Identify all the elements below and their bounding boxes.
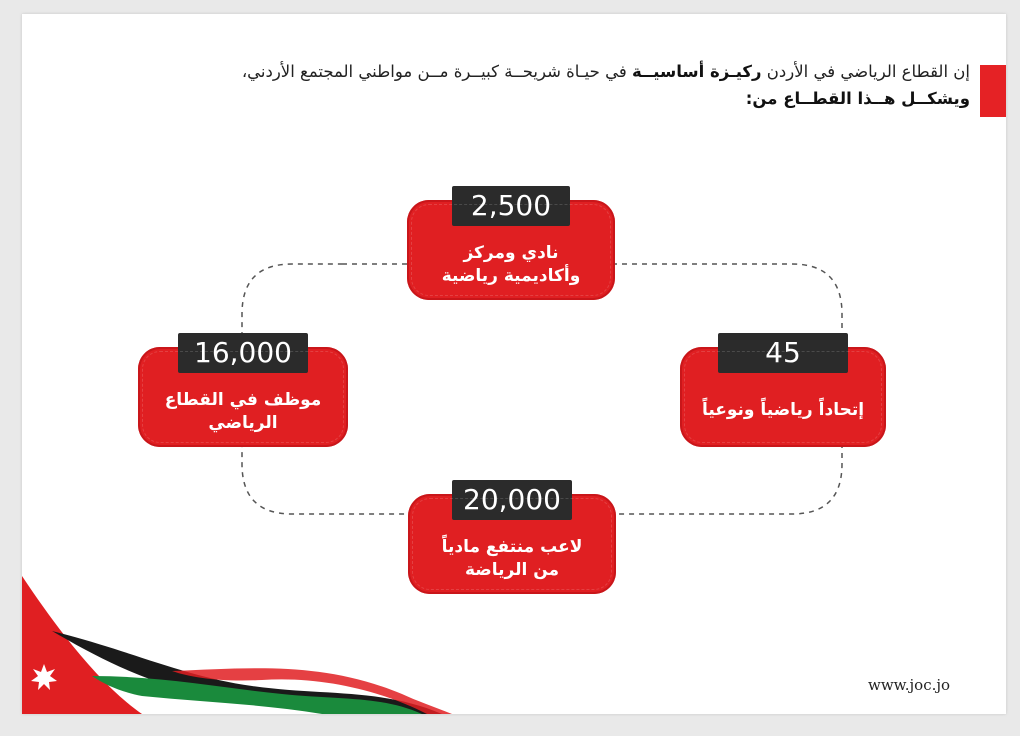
stat-label bbox=[407, 242, 615, 288]
intro-bold-2: ويشكــل هــذا القطــاع من: bbox=[745, 89, 970, 108]
stat-label-line: لاعب منتفع مادياً bbox=[441, 537, 583, 557]
stat-label-line: من الرياضة bbox=[464, 560, 560, 580]
stat-label-line: إتحاداً رياضياً ونوعياً bbox=[701, 400, 865, 420]
stat-card-employees bbox=[138, 336, 348, 447]
intro-text-1: إن القطاع الرياضي في الأردن bbox=[761, 62, 970, 81]
stat-value: 2,500 bbox=[452, 186, 570, 226]
stat-label-line: نادي ومركز bbox=[463, 243, 559, 263]
intro-text-2: في حيـاة شريحــة كبيــرة مــن مواطني المجتمع الأردني، bbox=[241, 62, 632, 81]
footer-url[interactable]: www.joc.jo bbox=[868, 676, 951, 694]
infographic-page bbox=[22, 14, 1006, 714]
stat-label-line: وأكاديمية رياضية bbox=[441, 266, 581, 286]
stat-card-federations bbox=[680, 336, 886, 447]
stat-value: 45 bbox=[718, 333, 848, 373]
stat-label-line: الرياضي bbox=[208, 413, 278, 433]
stat-label bbox=[680, 399, 886, 422]
jordan-flag-decoration bbox=[22, 576, 462, 714]
stat-card-clubs bbox=[407, 189, 615, 300]
intro-bold-1: ركيـزة أساسيــة bbox=[631, 62, 762, 81]
flag-green-stripe bbox=[92, 676, 422, 714]
stat-label bbox=[138, 389, 348, 435]
stat-label-line: موظف في القطاع bbox=[164, 390, 322, 410]
stat-value: 16,000 bbox=[178, 333, 308, 373]
stat-value: 20,000 bbox=[452, 480, 572, 520]
